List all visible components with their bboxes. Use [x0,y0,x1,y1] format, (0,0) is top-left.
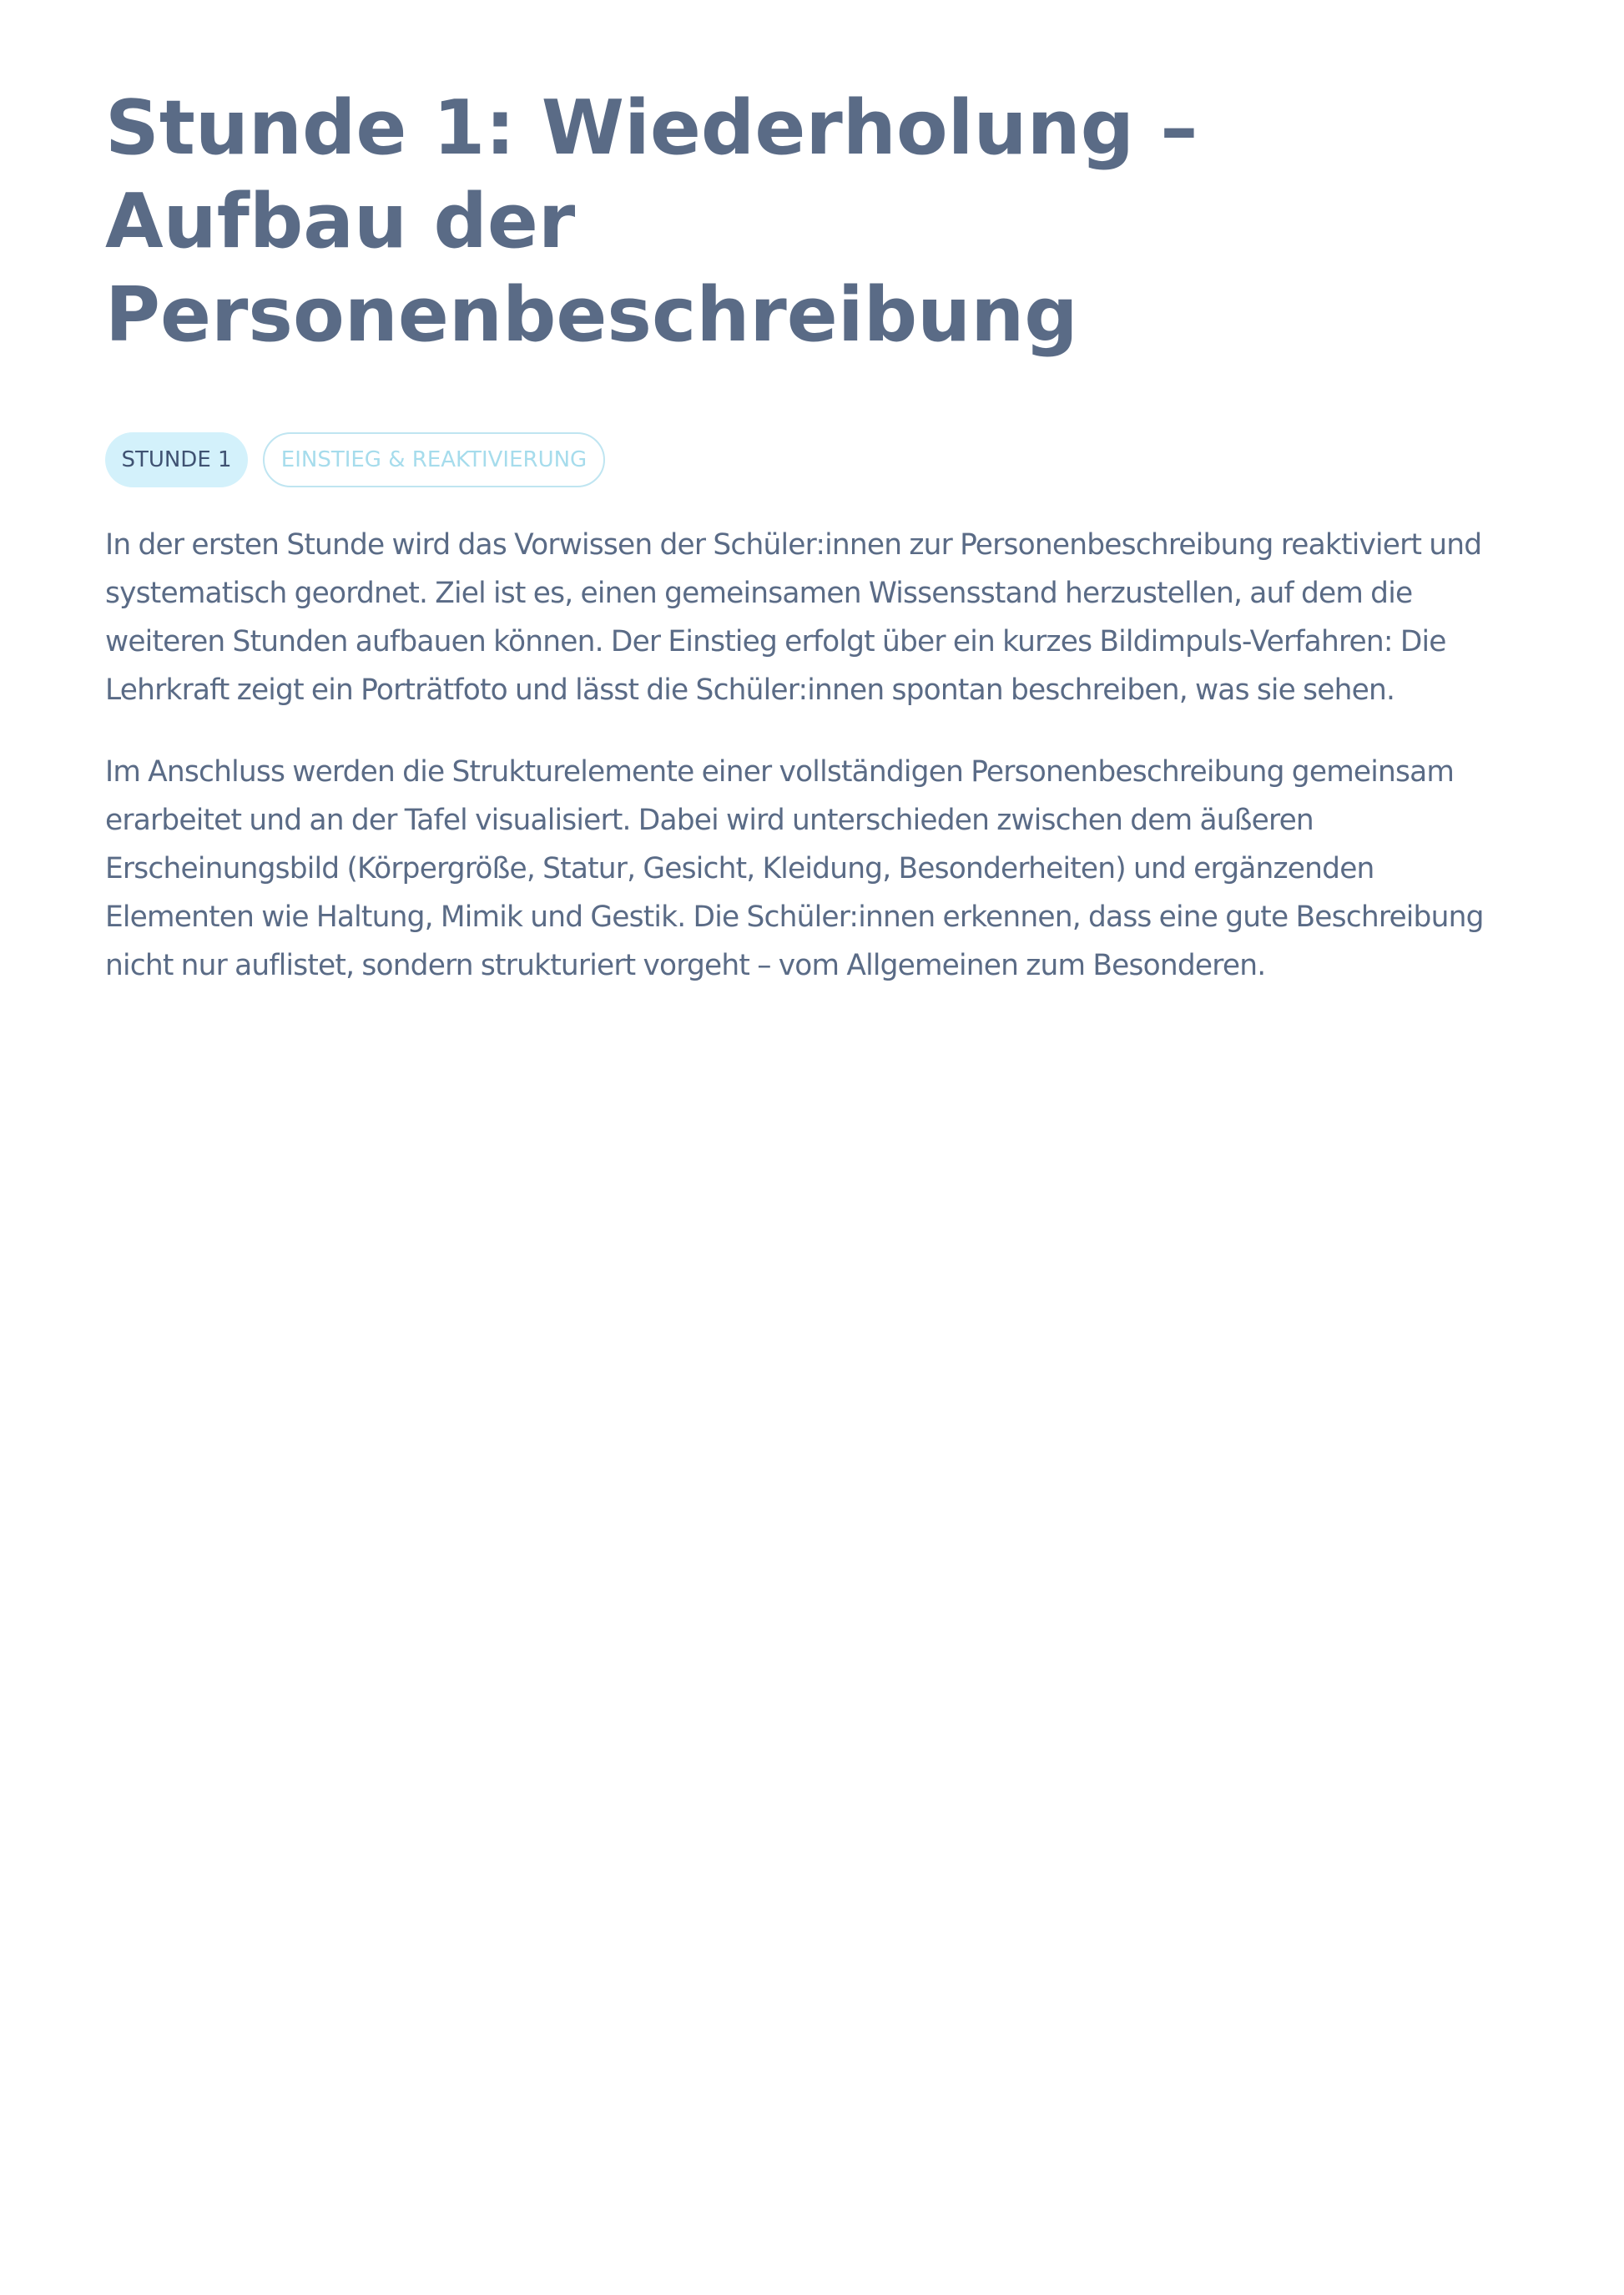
lesson-number-badge: STUNDE 1 [105,432,248,487]
badge-row [105,432,1524,487]
lesson-phase-badge: EINSTIEG & REAKTIVIERUNG [263,432,605,487]
intro-paragraph: In der ersten Stunde wird das Vorwissen der Schüler:innen zur Personenbeschreibung reaktiviert und systematisch geordnet. Ziel ist es, einen gemeinsamen Wissensstand herzustellen, auf dem die weiteren Stunden aufbauen können. Der Einstieg erfolgt über ein kurzes Bildimpuls-Verfahren: Die Lehrkraft zeigt ein Porträtfoto und lässt die Schüler:innen spontan beschreiben, was sie sehen. [105,528,1482,707]
structure-paragraph: Im Anschluss werden die Strukturelemente einer vollständigen Personenbeschreibung gemeinsam erarbeitet und an der Tafel visualisiert. Dabei wird unterschieden zwischen dem äußeren Erscheinungsbild (Körpergröße, Statur, Gesicht, Kleidung, Besonderheiten) und ergänzenden Elementen wie Haltung, Mimik und Gestik. Die Schüler:innen erkennen, dass eine gute Beschreibung nicht nur auflistet, sondern strukturiert vorgeht – vom Allgemeinen zum Besonderen. [105,755,1484,982]
page-title: Stunde 1: Wiederholung – Aufbau der Personenbeschreibung [105,84,1198,359]
document-content [105,82,1524,990]
